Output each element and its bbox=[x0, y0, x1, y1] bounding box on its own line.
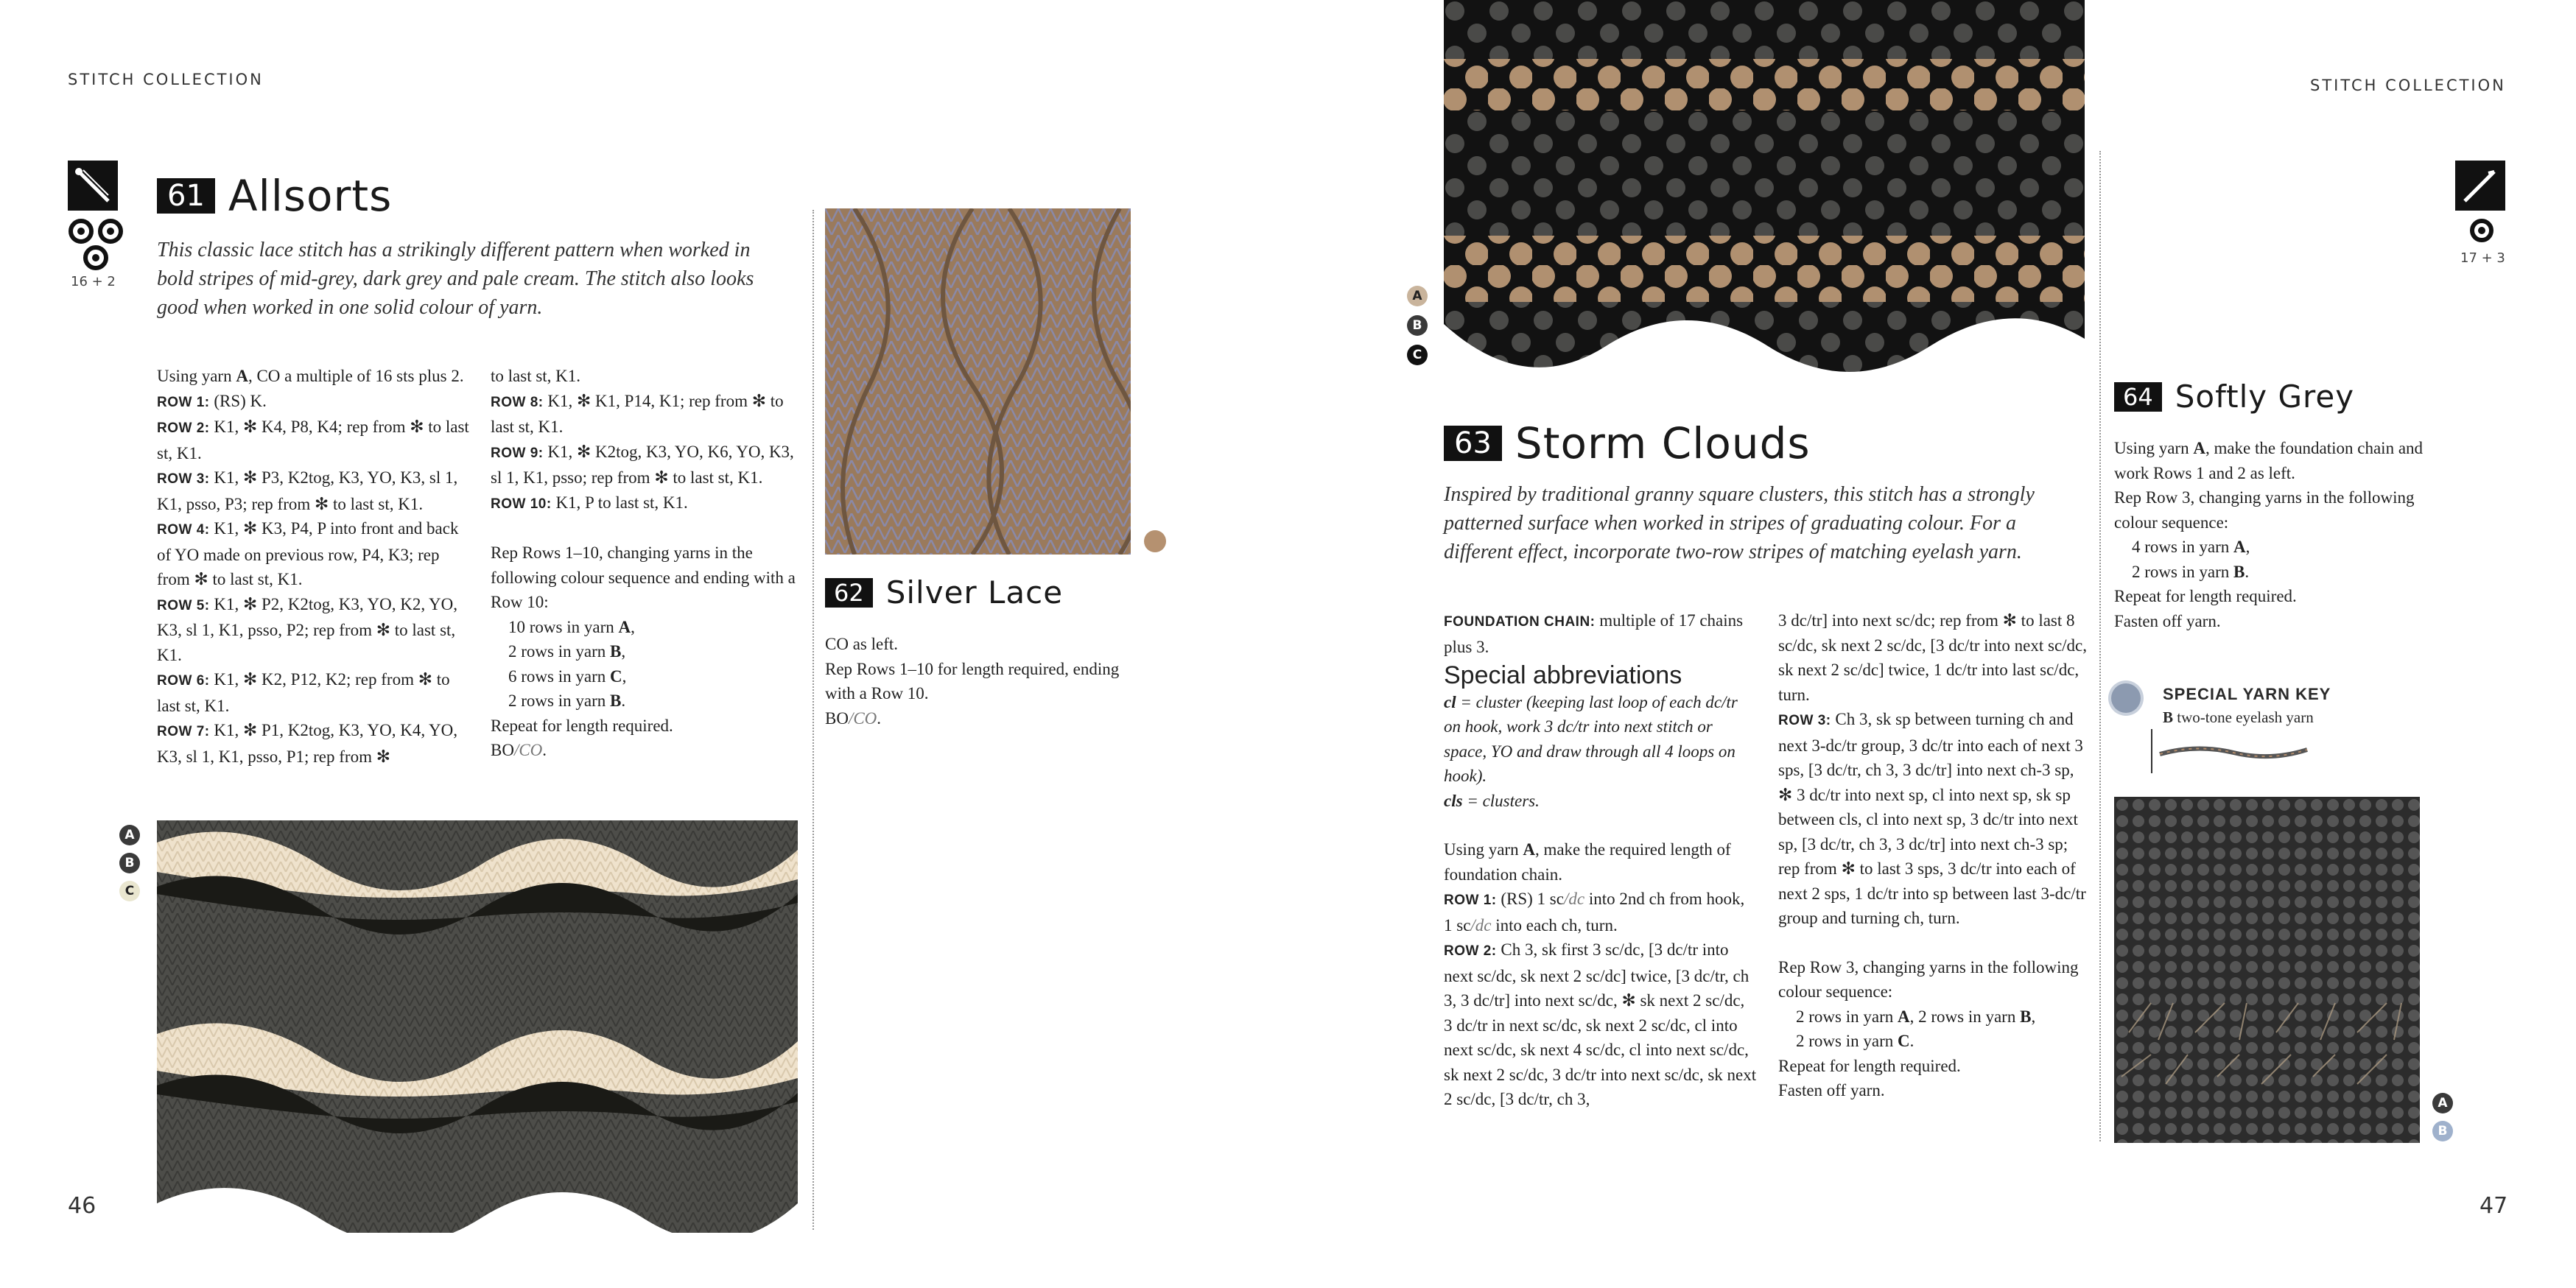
spiral-icon bbox=[68, 218, 124, 271]
abbreviation-item: cls = clusters. bbox=[1444, 791, 1540, 810]
colour-sequence-item: 10 rows in yarn A, bbox=[508, 617, 635, 636]
yarn-key-c: C bbox=[1407, 345, 1428, 365]
pattern-text-64 bbox=[2114, 436, 2424, 633]
length-instruction: Repeat for length required. bbox=[2114, 587, 2297, 605]
colour-sequence-item: 2 rows in yarn C. bbox=[1796, 1032, 1915, 1050]
colour-sequence-item: 2 rows in yarn B. bbox=[2132, 562, 2250, 581]
length-instruction: Repeat for length required. bbox=[491, 716, 673, 735]
colour-sequence-item: 4 rows in yarn A, bbox=[2132, 538, 2250, 556]
column-divider bbox=[813, 210, 814, 1230]
stitch-name: Silver Lace bbox=[885, 574, 1064, 610]
row-instruction: ROW 9: K1, ✻ K2tog, K3, YO, K6, YO, K3, sl 1, K1, psso; rep from ✻ to last st, K1. bbox=[491, 442, 794, 487]
column-divider bbox=[2099, 151, 2101, 1141]
yarn-key-b: B bbox=[1407, 315, 1428, 336]
row-instruction: ROW 1: (RS) 1 sc/dc into 2nd ch from hook, 1 sc/dc into each ch, turn. bbox=[1444, 890, 1745, 935]
stitch-title-61 bbox=[157, 171, 392, 221]
row-instruction: ROW 4: K1, ✻ K3, P4, P into front and back of YO made on previous row, P4, K3; rep from ✻ to last st, K1. bbox=[157, 519, 459, 588]
pattern-column-61b bbox=[491, 364, 801, 763]
row-instruction: ROW 2: Ch 3, sk first 3 sc/dc, [3 dc/tr into next sc/dc, sk next 2 sc/dc] twice, [3 dc/tr, ch 3, 3 dc/tr] into next sc/dc, ✻ sk next 2 sc/dc, 3 dc/tr in next sc/dc, sk next 2 sc/dc, cl into next sc/dc, sk next 4 sc/dc, cl into next sc/dc, sk next 2 sc/dc, 3 dc/tr into next sc/dc, sk next 2 sc/dc, [3 dc/tr, ch 3, bbox=[1444, 940, 1757, 1108]
abbreviation-item: cl = cluster (keeping last loop of each dc/tr on hook, work 3 dc/tr into next stitch or space, YO and draw through all 4 loops on hook). bbox=[1444, 692, 1738, 785]
page-number-left: 46 bbox=[68, 1193, 96, 1219]
stitch-intro-63: Inspired by traditional granny square clusters, this stitch has a strongly patterned surface when worked in stripes of graduating colour. For a different effect, incorporate two-row stripes of matching eyelash yarn. bbox=[1444, 483, 2035, 563]
stitch-multiple: 16 + 2 bbox=[71, 274, 116, 289]
stitch-number: 63 bbox=[1444, 426, 1502, 461]
repeat-instruction: Rep Row 3, changing yarns in the following colour sequence: bbox=[1778, 957, 2079, 1001]
instruction-setup: Using yarn A, make the required length of foundation chain. bbox=[1444, 840, 1731, 884]
foundation-chain: FOUNDATION CHAIN: multiple of 17 chains plus 3. bbox=[1444, 611, 1744, 656]
pattern-text-62 bbox=[825, 632, 1134, 731]
row-continuation: to last st, K1. bbox=[491, 367, 581, 385]
colour-sequence-item: 6 rows in yarn C, bbox=[508, 666, 627, 686]
yarn-key-a: A bbox=[2432, 1093, 2453, 1113]
fasten-off: Fasten off yarn. bbox=[1778, 1081, 1885, 1099]
yarn-key-b: B bbox=[2432, 1121, 2453, 1141]
row-instruction: ROW 7: K1, ✻ P1, K2tog, K3, YO, K4, YO, K3, sl 1, K1, psso, P1; rep from ✻ bbox=[157, 721, 457, 766]
stitch-title-64 bbox=[2114, 379, 2354, 415]
length-instruction: Repeat for length required. bbox=[1778, 1056, 1961, 1075]
swatch-photo-63 bbox=[1444, 0, 2085, 390]
abbreviations-heading: Special abbreviations bbox=[1444, 661, 1682, 689]
yarn-key-a: A bbox=[119, 825, 140, 845]
running-header-left: STITCH COLLECTION bbox=[68, 71, 264, 88]
bind-off: BO/CO. bbox=[825, 708, 882, 728]
row-instruction: ROW 3: Ch 3, sk sp between turning ch and next 3-dc/tr group, 3 dc/tr into each of next 3 sps, [3 dc/tr, ch 3, 3 dc/tr] into next ch-3 sp, ✻ 3 dc/tr into next sp, cl into next sp, sk sp between cls, cl into next sp, 3 dc/tr into next sp, [3 dc/tr, ch 3, 3 dc/tr] into next ch-3 sp; rep from ✻ to last 3 sps, 3 dc/tr into each of next 2 sps, 1 dc/tr into sp between last 3-dc/tr group and turning ch, turn. bbox=[1778, 710, 2086, 927]
bind-off: BO/CO. bbox=[491, 741, 547, 759]
yarn-key-c: C bbox=[119, 881, 140, 901]
special-yarn-key-text: B two-tone eyelash yarn bbox=[2163, 708, 2314, 726]
stitch-intro-61: This classic lace stitch has a strikingly different pattern when worked in bold stripes of mid-grey, dark grey and pale cream. The stitch also looks good when worked in one solid colour of yarn. bbox=[157, 239, 754, 319]
row-instruction: ROW 8: K1, ✻ K1, P14, K1; rep from ✻ to last st, K1. bbox=[491, 391, 784, 436]
stitch-number: 64 bbox=[2114, 382, 2162, 412]
crochet-hook-icon bbox=[2455, 161, 2505, 211]
row-instruction: ROW 1: (RS) K. bbox=[157, 391, 267, 410]
fasten-off: Fasten off yarn. bbox=[2114, 611, 2221, 630]
swatch-photo-64 bbox=[2114, 797, 2420, 1143]
pattern-column-63a bbox=[1444, 608, 1757, 1112]
pattern-column-63b bbox=[1778, 608, 2088, 1103]
yarn-key-a: A bbox=[1407, 286, 1428, 306]
colour-sequence-item: 2 rows in yarn B. bbox=[508, 691, 626, 710]
stitch-title-62 bbox=[825, 574, 1063, 610]
row-instruction: ROW 3: K1, ✻ P3, K2tog, K3, YO, K3, sl 1, K1, psso, P3; rep from ✻ to last st, K1. bbox=[157, 468, 458, 513]
stitch-multiple: 17 + 3 bbox=[2460, 250, 2505, 266]
row-instruction: ROW 6: K1, ✻ K2, P12, K2; rep from ✻ to last st, K1. bbox=[157, 670, 450, 715]
swatch-photo-62 bbox=[825, 208, 1131, 555]
yarn-ball-icon bbox=[2111, 683, 2141, 713]
repeat-instruction: Rep Row 3, changing yarns in the following colour sequence: bbox=[2114, 488, 2415, 532]
stitch-number: 61 bbox=[157, 178, 215, 214]
stitch-title-63 bbox=[1444, 418, 1811, 468]
instruction-repeat: Rep Rows 1–10 for length required, ending with a Row 10. bbox=[825, 659, 1120, 703]
difficulty-spirals bbox=[68, 218, 127, 275]
yarn-key-b: B bbox=[119, 853, 140, 873]
repeat-instruction: Rep Rows 1–10, changing yarns in the following colour sequence and ending with a Row 10: bbox=[491, 543, 796, 611]
instruction-setup: Using yarn A, make the foundation chain and work Rows 1 and 2 as left. bbox=[2114, 439, 2424, 482]
difficulty-spirals-right bbox=[2469, 218, 2494, 247]
stitch-name: Storm Clouds bbox=[1515, 418, 1811, 468]
yarn-sample bbox=[2151, 729, 2314, 773]
row-instruction: ROW 10: K1, P to last st, K1. bbox=[491, 493, 688, 512]
spiral-icon bbox=[2469, 218, 2494, 243]
yarn-colour-dot bbox=[1144, 530, 1166, 552]
instruction-cast-on: CO as left. bbox=[825, 635, 899, 653]
row-instruction: ROW 5: K1, ✻ P2, K2tog, K3, YO, K2, YO, K3, sl 1, K1, psso, P2; rep from ✻ to last st, K1. bbox=[157, 594, 457, 664]
instruction-setup: Using yarn A, CO a multiple of 16 sts plus 2. bbox=[157, 367, 464, 385]
row-instruction: ROW 2: K1, ✻ K4, P8, K4; rep from ✻ to last st, K1. bbox=[157, 418, 469, 462]
colour-sequence-item: 2 rows in yarn A, 2 rows in yarn B, bbox=[1796, 1007, 2036, 1026]
pattern-column-61a bbox=[157, 364, 472, 769]
colour-sequence-item: 2 rows in yarn B, bbox=[508, 642, 626, 661]
row-continuation: 3 dc/tr] into next sc/dc; rep from ✻ to last 8 sc/dc, sk next 2 sc/dc, [3 dc/tr into next sc/dc, sk next 2 sc/dc] twice, 1 dc/tr into last sc/dc, turn. bbox=[1778, 611, 2088, 704]
running-header-right: STITCH COLLECTION bbox=[2310, 77, 2506, 94]
stitch-number: 62 bbox=[825, 578, 873, 608]
stitch-name: Softly Grey bbox=[2175, 379, 2355, 415]
stitch-name: Allsorts bbox=[228, 171, 393, 221]
page-number-right: 47 bbox=[2480, 1193, 2508, 1219]
knitting-needles-icon bbox=[68, 161, 118, 211]
special-yarn-key-heading: SPECIAL YARN KEY bbox=[2163, 685, 2331, 703]
swatch-photo-61 bbox=[157, 820, 798, 1233]
